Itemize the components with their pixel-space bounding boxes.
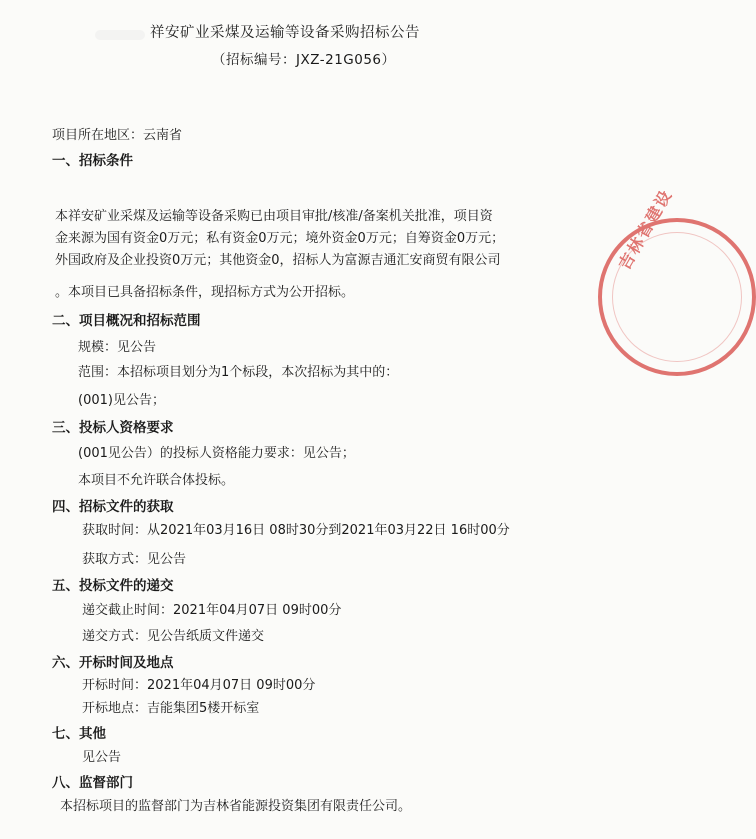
tender-number: （招标编号：JXZ-21G056） (212, 52, 396, 68)
section-1-line: 本祥安矿业采煤及运输等设备采购已由项目审批/核准/备案机关批准，项目资 (55, 209, 493, 224)
section-1-line: 金来源为国有资金0万元；私有资金0万元；境外资金0万元；自筹资金0万元； (55, 231, 505, 246)
section-2-line: (001)见公告； (78, 393, 165, 408)
section-heading-4: 四、招标文件的获取 (52, 499, 174, 515)
section-1-line: 。本项目已具备招标条件，现招标方式为公开招标。 (55, 285, 355, 300)
section-8-line: 本招标项目的监督部门为吉林省能源投资集团有限责任公司。 (60, 799, 412, 814)
section-6-line: 开标地点：吉能集团5楼开标室 (82, 701, 260, 716)
section-heading-6: 六、开标时间及地点 (52, 655, 174, 671)
seal-text: 吉林省建设 (614, 185, 677, 273)
section-5-line: 递交方式：见公告纸质文件递交 (82, 629, 265, 644)
document-title: 祥安矿业采煤及运输等设备采购招标公告 (150, 25, 420, 41)
section-heading-2: 二、项目概况和招标范围 (52, 313, 201, 329)
section-heading-8: 八、监督部门 (52, 775, 133, 791)
section-7-line: 见公告 (82, 750, 122, 765)
section-1-line: 外国政府及企业投资0万元；其他资金0，招标人为富源吉通汇安商贸有限公司 (55, 253, 501, 268)
section-heading-1: 一、招标条件 (52, 153, 133, 169)
section-3-line: 本项目不允许联合体投标。 (78, 473, 235, 488)
section-4-line: 获取方式：见公告 (82, 552, 187, 567)
section-2-line: 规模：见公告 (78, 340, 157, 355)
section-heading-3: 三、投标人资格要求 (52, 420, 174, 436)
section-6-line: 开标时间：2021年04月07日 09时00分 (82, 678, 316, 693)
section-heading-7: 七、其他 (52, 726, 106, 742)
scan-smudge (95, 30, 145, 40)
section-4-line: 获取时间：从2021年03月16日 08时30分到2021年03月22日 16时00分 (82, 523, 510, 538)
official-seal-stamp (598, 185, 756, 376)
section-heading-5: 五、投标文件的递交 (52, 578, 174, 594)
section-3-line: (001见公告）的投标人资格能力要求：见公告； (78, 446, 355, 461)
project-region: 项目所在地区：云南省 (52, 128, 183, 143)
section-2-line: 范围：本招标项目划分为1个标段，本次招标为其中的： (78, 365, 399, 380)
section-5-line: 递交截止时间：2021年04月07日 09时00分 (82, 603, 342, 618)
